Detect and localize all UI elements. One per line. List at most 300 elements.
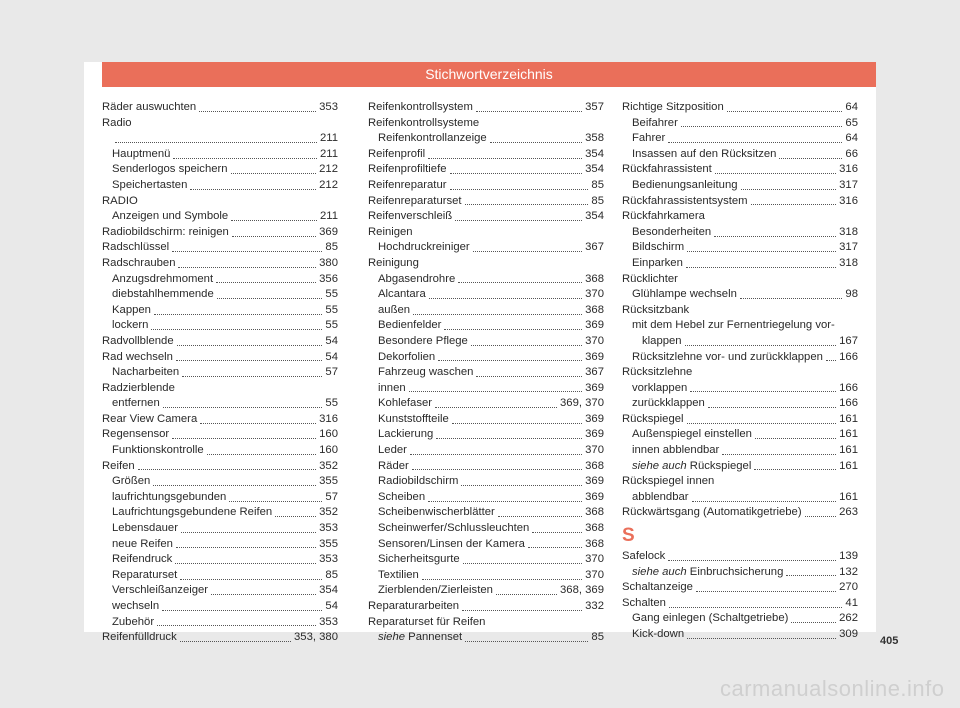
entry-page-ref[interactable]: 318 (839, 225, 858, 238)
index-entry (102, 147, 338, 163)
entry-label (622, 210, 705, 222)
entry-page-ref[interactable]: 263 (839, 506, 858, 519)
leader-dots (231, 219, 317, 221)
entry-page-ref[interactable]: 54 (325, 600, 338, 612)
leader-dots (190, 188, 316, 190)
entry-label (102, 240, 169, 256)
entry-text: Besondere Pflege (378, 334, 468, 347)
entry-label (378, 381, 406, 397)
entry-label (368, 226, 413, 238)
entry-text: Kappen (112, 303, 151, 316)
entry-see-prefix: siehe auch (632, 459, 687, 472)
entry-text: Reifenreparaturset (368, 194, 462, 207)
index-entry (622, 225, 858, 241)
entry-text: Sicherheitsgurte (378, 553, 460, 566)
entry-label (102, 195, 138, 207)
entry-page-ref[interactable]: 355 (319, 537, 338, 550)
entry-text: Gang einlegen (Schaltgetriebe) (632, 612, 789, 625)
entry-label (632, 459, 751, 475)
leader-dots (681, 125, 843, 127)
entry-page-ref[interactable]: 354 (319, 584, 338, 597)
index-entry (102, 131, 338, 147)
entry-text: Reifenfülldruck (102, 631, 177, 644)
entry-page-ref[interactable]: 167 (839, 334, 858, 347)
leader-dots (231, 172, 317, 174)
index-entry (622, 240, 858, 256)
index-entry (622, 334, 858, 350)
entry-text: innen abblendbar (632, 444, 720, 457)
entry-label (632, 565, 783, 581)
entry-page-ref[interactable]: 368 (585, 537, 604, 550)
entry-page-ref[interactable]: 369 (585, 428, 604, 441)
entry-text: Fahrer (632, 132, 666, 145)
index-entry (368, 100, 604, 116)
entry-label (102, 334, 174, 350)
leader-dots (412, 468, 582, 470)
index-heading (622, 209, 858, 225)
entry-page-ref[interactable]: 55 (325, 288, 338, 301)
entry-page-ref[interactable]: 98 (845, 288, 858, 301)
entry-text: Rücksitzlehne (622, 366, 693, 379)
index-entry (102, 459, 338, 475)
entry-page-ref[interactable]: 309 (839, 628, 858, 640)
index-entry (368, 599, 604, 615)
leader-dots (471, 344, 582, 346)
index-column-2 (368, 100, 604, 646)
entry-label (632, 116, 678, 132)
entry-page-ref[interactable]: 369 (585, 350, 604, 363)
index-entry (368, 505, 604, 521)
entry-label (112, 615, 154, 631)
leader-dots (740, 297, 843, 299)
index-entry (102, 412, 338, 428)
leader-dots (779, 157, 842, 159)
leader-dots (438, 359, 582, 361)
entry-label (112, 178, 187, 194)
entry-label (378, 443, 407, 459)
entry-text: Radvollblende (102, 334, 174, 347)
entry-label (632, 178, 738, 194)
entry-label (102, 427, 169, 443)
entry-page-ref[interactable]: 139 (839, 550, 858, 563)
entry-label (368, 117, 479, 129)
entry-page-ref[interactable]: 262 (839, 612, 858, 625)
entry-text: Rückspiegel innen (622, 475, 715, 488)
index-entry (368, 583, 604, 599)
entry-label (622, 100, 724, 116)
entry-page-ref[interactable]: 368 (585, 459, 604, 472)
entry-label (378, 334, 468, 350)
entry-page-ref[interactable]: 161 (839, 459, 858, 472)
entry-label (102, 100, 196, 116)
entry-label (632, 396, 705, 412)
entry-text: Einbruchsicherung (689, 565, 784, 578)
entry-label (378, 412, 449, 428)
leader-dots (172, 437, 316, 439)
entry-page-ref[interactable]: 54 (325, 334, 338, 347)
index-entry (368, 147, 604, 163)
index-entry (622, 611, 858, 627)
entry-text: Reifenprofil (368, 147, 426, 160)
leader-dots (410, 453, 582, 455)
entry-page-ref[interactable]: 367 (585, 366, 604, 379)
entry-page-ref[interactable]: 370 (585, 568, 604, 581)
entry-label (632, 427, 752, 443)
entry-page-ref[interactable]: 358 (585, 132, 604, 145)
entry-page-ref[interactable]: 353 (319, 553, 338, 566)
entry-page-ref[interactable]: 368 (585, 272, 604, 285)
index-entry (368, 334, 604, 350)
index-entry (622, 412, 858, 428)
entry-page-ref[interactable]: 353 (319, 522, 338, 535)
entry-page-ref[interactable]: 57 (325, 490, 338, 503)
entry-page-ref[interactable]: 211 (319, 147, 338, 160)
index-entry (102, 396, 338, 412)
leader-dots (428, 157, 582, 159)
entry-label (102, 382, 175, 394)
entry-text: Anzeigen und Symbole (112, 210, 229, 223)
index-entry (368, 272, 604, 288)
index-heading (102, 194, 338, 210)
entry-page-ref[interactable]: 354 (585, 163, 604, 176)
entry-text: RADIO (102, 194, 138, 207)
leader-dots (668, 141, 842, 143)
leader-dots (463, 562, 583, 564)
leader-dots (455, 219, 582, 221)
entry-page-ref[interactable]: 85 (325, 241, 338, 254)
entry-label (632, 350, 823, 366)
leader-dots (115, 141, 317, 143)
index-entry (102, 505, 338, 521)
index-entry (368, 568, 604, 584)
index-entry (368, 474, 604, 490)
entry-label (102, 630, 177, 646)
entry-page-ref[interactable]: 211 (319, 210, 338, 223)
leader-dots (413, 313, 582, 315)
entry-text: neue Reifen (112, 537, 173, 550)
index-entry (102, 630, 338, 646)
index-entry (622, 350, 858, 366)
entry-page-ref[interactable]: 316 (839, 163, 858, 176)
entry-page-ref[interactable]: 354 (585, 147, 604, 160)
entry-page-ref[interactable]: 212 (319, 163, 338, 176)
entry-page-ref[interactable]: 316 (319, 412, 338, 425)
entry-text: Beifahrer (632, 116, 678, 129)
entry-label (378, 303, 410, 319)
entry-page-ref[interactable]: 370 (585, 553, 604, 566)
entry-page-ref[interactable]: 352 (319, 506, 338, 519)
entry-page-ref[interactable]: 369 (585, 319, 604, 332)
entry-page-ref[interactable]: 212 (319, 178, 338, 191)
leader-dots (275, 515, 316, 517)
index-entry (622, 565, 858, 581)
entry-text: Reifenkontrollsystem (368, 101, 473, 113)
section-header (102, 62, 876, 87)
entry-page-ref[interactable]: 367 (585, 241, 604, 254)
entry-page-ref[interactable]: 85 (591, 194, 604, 207)
entry-text: Rücksitzlehne vor- und zurückklappen (632, 350, 823, 363)
entry-page-ref[interactable]: 318 (839, 256, 858, 269)
index-entry (622, 580, 858, 596)
index-entry (102, 334, 338, 350)
entry-text: Rückfahrassistentsystem (622, 194, 748, 207)
entry-text: Rückspiegel (622, 412, 684, 425)
entry-page-ref[interactable]: 317 (839, 178, 858, 191)
entry-text: diebstahlhemmende (112, 288, 214, 301)
entry-text: Dekorfolien (378, 350, 436, 363)
entry-label (368, 100, 473, 116)
entry-text: Nacharbeiten (112, 366, 180, 379)
entry-label (632, 319, 835, 331)
index-heading (102, 381, 338, 397)
entry-page-ref[interactable]: 353 (319, 615, 338, 628)
index-entry (622, 505, 858, 521)
leader-dots (690, 390, 836, 392)
entry-text: Rad wechseln (102, 350, 173, 363)
entry-label (632, 256, 683, 272)
leader-dots (151, 328, 322, 330)
index-entry (102, 474, 338, 490)
entry-text: Senderlogos speichern (112, 163, 228, 176)
leader-dots (465, 203, 589, 205)
entry-page-ref[interactable]: 369 (585, 381, 604, 394)
index-entry (368, 303, 604, 319)
entry-page-ref[interactable]: 356 (319, 272, 338, 285)
entry-page-ref[interactable]: 352 (319, 459, 338, 472)
leader-dots (786, 574, 836, 576)
index-entry (622, 194, 858, 210)
entry-page-ref[interactable]: 55 (325, 397, 338, 410)
entry-page-ref[interactable]: 85 (591, 178, 604, 191)
entry-page-ref[interactable]: 353, 380 (294, 631, 338, 644)
entry-page-ref[interactable]: 332 (585, 600, 604, 612)
entry-page-ref[interactable]: 161 (839, 490, 858, 503)
entry-text: Größen (112, 475, 151, 488)
entry-page-ref[interactable]: 85 (325, 568, 338, 581)
entry-page-ref[interactable]: 54 (325, 350, 338, 363)
entry-page-ref[interactable]: 160 (319, 428, 338, 441)
leader-dots (687, 250, 836, 252)
leader-dots (741, 188, 837, 190)
entry-text: Radschlüssel (102, 241, 170, 254)
entry-text: Funktionskontrolle (112, 444, 204, 457)
entry-text: entfernen (112, 397, 160, 410)
index-entry (102, 490, 338, 506)
entry-label (112, 287, 214, 303)
entry-label (632, 611, 788, 627)
index-entry (102, 350, 338, 366)
entry-label (112, 521, 178, 537)
leader-dots (465, 640, 588, 642)
entry-text: Lebensdauer (112, 522, 178, 535)
entry-text: Radschrauben (102, 256, 176, 269)
entry-text: Radiobildschirm: reinigen (102, 225, 229, 238)
leader-dots (669, 606, 842, 608)
index-heading (102, 116, 338, 132)
entry-page-ref[interactable]: 66 (845, 147, 858, 160)
index-entry (622, 596, 858, 612)
entry-label (102, 225, 229, 241)
index-entry (622, 459, 858, 475)
leader-dots (207, 453, 316, 455)
entry-label (112, 552, 172, 568)
entry-text: Anzugsdrehmoment (112, 272, 214, 285)
entry-page-ref[interactable]: 270 (839, 581, 858, 594)
entry-page-ref[interactable]: 317 (839, 241, 858, 254)
entry-label (622, 412, 684, 428)
index-entry (102, 427, 338, 443)
entry-see-prefix: siehe auch (632, 565, 687, 578)
entry-text: Textilien (378, 568, 419, 581)
leader-dots (476, 110, 582, 112)
entry-label (112, 162, 228, 178)
entry-page-ref[interactable]: 161 (839, 412, 858, 425)
leader-dots (173, 157, 317, 159)
entry-text: wechseln (112, 600, 160, 612)
entry-label (378, 396, 432, 412)
entry-label (112, 474, 150, 490)
leader-dots (232, 235, 316, 237)
index-entry (102, 100, 338, 116)
index-entry (368, 240, 604, 256)
leader-dots (217, 297, 323, 299)
leader-dots (176, 546, 316, 548)
entry-label (622, 273, 678, 285)
entry-text: Reinigen (368, 225, 413, 238)
entry-page-ref[interactable]: 370 (585, 444, 604, 457)
entry-page-ref[interactable]: 353 (319, 101, 338, 113)
entry-page-ref[interactable]: 357 (585, 101, 604, 113)
entry-text: Reparaturset (112, 568, 178, 581)
entry-page-ref[interactable]: 369 (585, 412, 604, 425)
entry-page-ref[interactable]: 368 (585, 522, 604, 535)
index-entry (368, 162, 604, 178)
entry-label (112, 443, 204, 459)
entry-page-ref[interactable]: 65 (845, 116, 858, 129)
leader-dots (473, 250, 582, 252)
entry-page-ref[interactable]: 354 (585, 210, 604, 223)
watermark: carmanualsonline.info (720, 676, 945, 701)
leader-dots (181, 531, 316, 533)
leader-dots (177, 344, 323, 346)
entry-page-ref[interactable]: 370 (585, 334, 604, 347)
entry-page-ref[interactable]: 316 (839, 194, 858, 207)
entry-label (368, 147, 425, 163)
entry-page-ref[interactable]: 132 (839, 565, 858, 578)
leader-dots (216, 281, 316, 283)
leader-dots (727, 110, 843, 112)
index-entry (368, 209, 604, 225)
leader-dots (708, 406, 836, 408)
index-entry (102, 240, 338, 256)
entry-text: Besonderheiten (632, 225, 712, 238)
index-entry (622, 162, 858, 178)
entry-text: Leder (378, 444, 407, 457)
leader-dots (157, 624, 316, 626)
entry-label (378, 568, 419, 584)
entry-text: Scheinwerfer/Schlussleuchten (378, 522, 530, 535)
leader-dots (791, 621, 836, 623)
entry-page-ref[interactable]: 369 (319, 225, 338, 238)
entry-text: Rücklichter (622, 272, 678, 285)
entry-page-ref[interactable]: 368, 369 (560, 584, 604, 597)
entry-page-ref[interactable]: 160 (319, 444, 338, 457)
entry-page-ref[interactable]: 369 (585, 475, 604, 488)
entry-label (378, 131, 487, 147)
index-column-1 (102, 100, 338, 646)
entry-page-ref[interactable]: 161 (839, 444, 858, 457)
index-entry (102, 256, 338, 272)
index-entry (102, 599, 338, 615)
entry-text: Zierblenden/Zierleisten (378, 584, 493, 597)
leader-dots (476, 375, 582, 377)
entry-page-ref[interactable]: 41 (845, 596, 858, 609)
entry-page-ref[interactable]: 368 (585, 506, 604, 519)
entry-text: Bedienfelder (378, 319, 442, 332)
entry-page-ref[interactable]: 355 (319, 475, 338, 488)
entry-label (642, 334, 682, 350)
entry-page-ref[interactable]: 211 (319, 132, 338, 145)
entry-text: Zubehör (112, 615, 155, 628)
entry-page-ref[interactable]: 166 (839, 381, 858, 394)
index-entry (102, 537, 338, 553)
entry-text: Rückspiegel (689, 459, 752, 472)
entry-page-ref[interactable]: 370 (585, 288, 604, 301)
entry-page-ref[interactable]: 55 (325, 303, 338, 316)
index-entry (102, 365, 338, 381)
leader-dots (435, 406, 557, 408)
leader-dots (422, 578, 582, 580)
leader-dots (692, 500, 837, 502)
entry-page-ref[interactable]: 369 (585, 490, 604, 503)
leader-dots (685, 344, 837, 346)
entry-page-ref[interactable]: 166 (839, 350, 858, 363)
entry-label (102, 459, 135, 475)
entry-label (632, 147, 776, 163)
entry-page-ref[interactable]: 64 (845, 101, 858, 113)
leader-dots (229, 500, 322, 502)
entry-page-ref[interactable]: 369, 370 (560, 397, 604, 410)
index-entry (102, 272, 338, 288)
entry-page-ref[interactable]: 380 (319, 256, 338, 269)
entry-text: Laufrichtungsgebundene Reifen (112, 506, 273, 519)
entry-page-ref[interactable]: 368 (585, 303, 604, 316)
entry-page-ref[interactable]: 64 (845, 132, 858, 145)
entry-label (622, 596, 666, 612)
leader-dots (172, 250, 322, 252)
index-entry (622, 443, 858, 459)
entry-page-ref[interactable]: 161 (839, 428, 858, 441)
entry-text: Räder (378, 459, 409, 472)
index-entry (622, 627, 858, 643)
entry-page-ref[interactable]: 85 (591, 631, 604, 644)
entry-page-ref[interactable]: 57 (325, 366, 338, 379)
index-entry (622, 381, 858, 397)
entry-text: Lackierung (378, 428, 434, 441)
index-entry (622, 131, 858, 147)
entry-label (378, 365, 473, 381)
leader-dots (409, 390, 582, 392)
entry-label (112, 318, 148, 334)
entry-label (622, 549, 665, 565)
index-heading (622, 303, 858, 319)
entry-page-ref[interactable]: 166 (839, 397, 858, 410)
entry-page-ref[interactable]: 55 (325, 319, 338, 332)
leader-dots (687, 422, 837, 424)
index-entry (368, 194, 604, 210)
leader-dots (462, 609, 582, 611)
entry-label (112, 537, 173, 553)
